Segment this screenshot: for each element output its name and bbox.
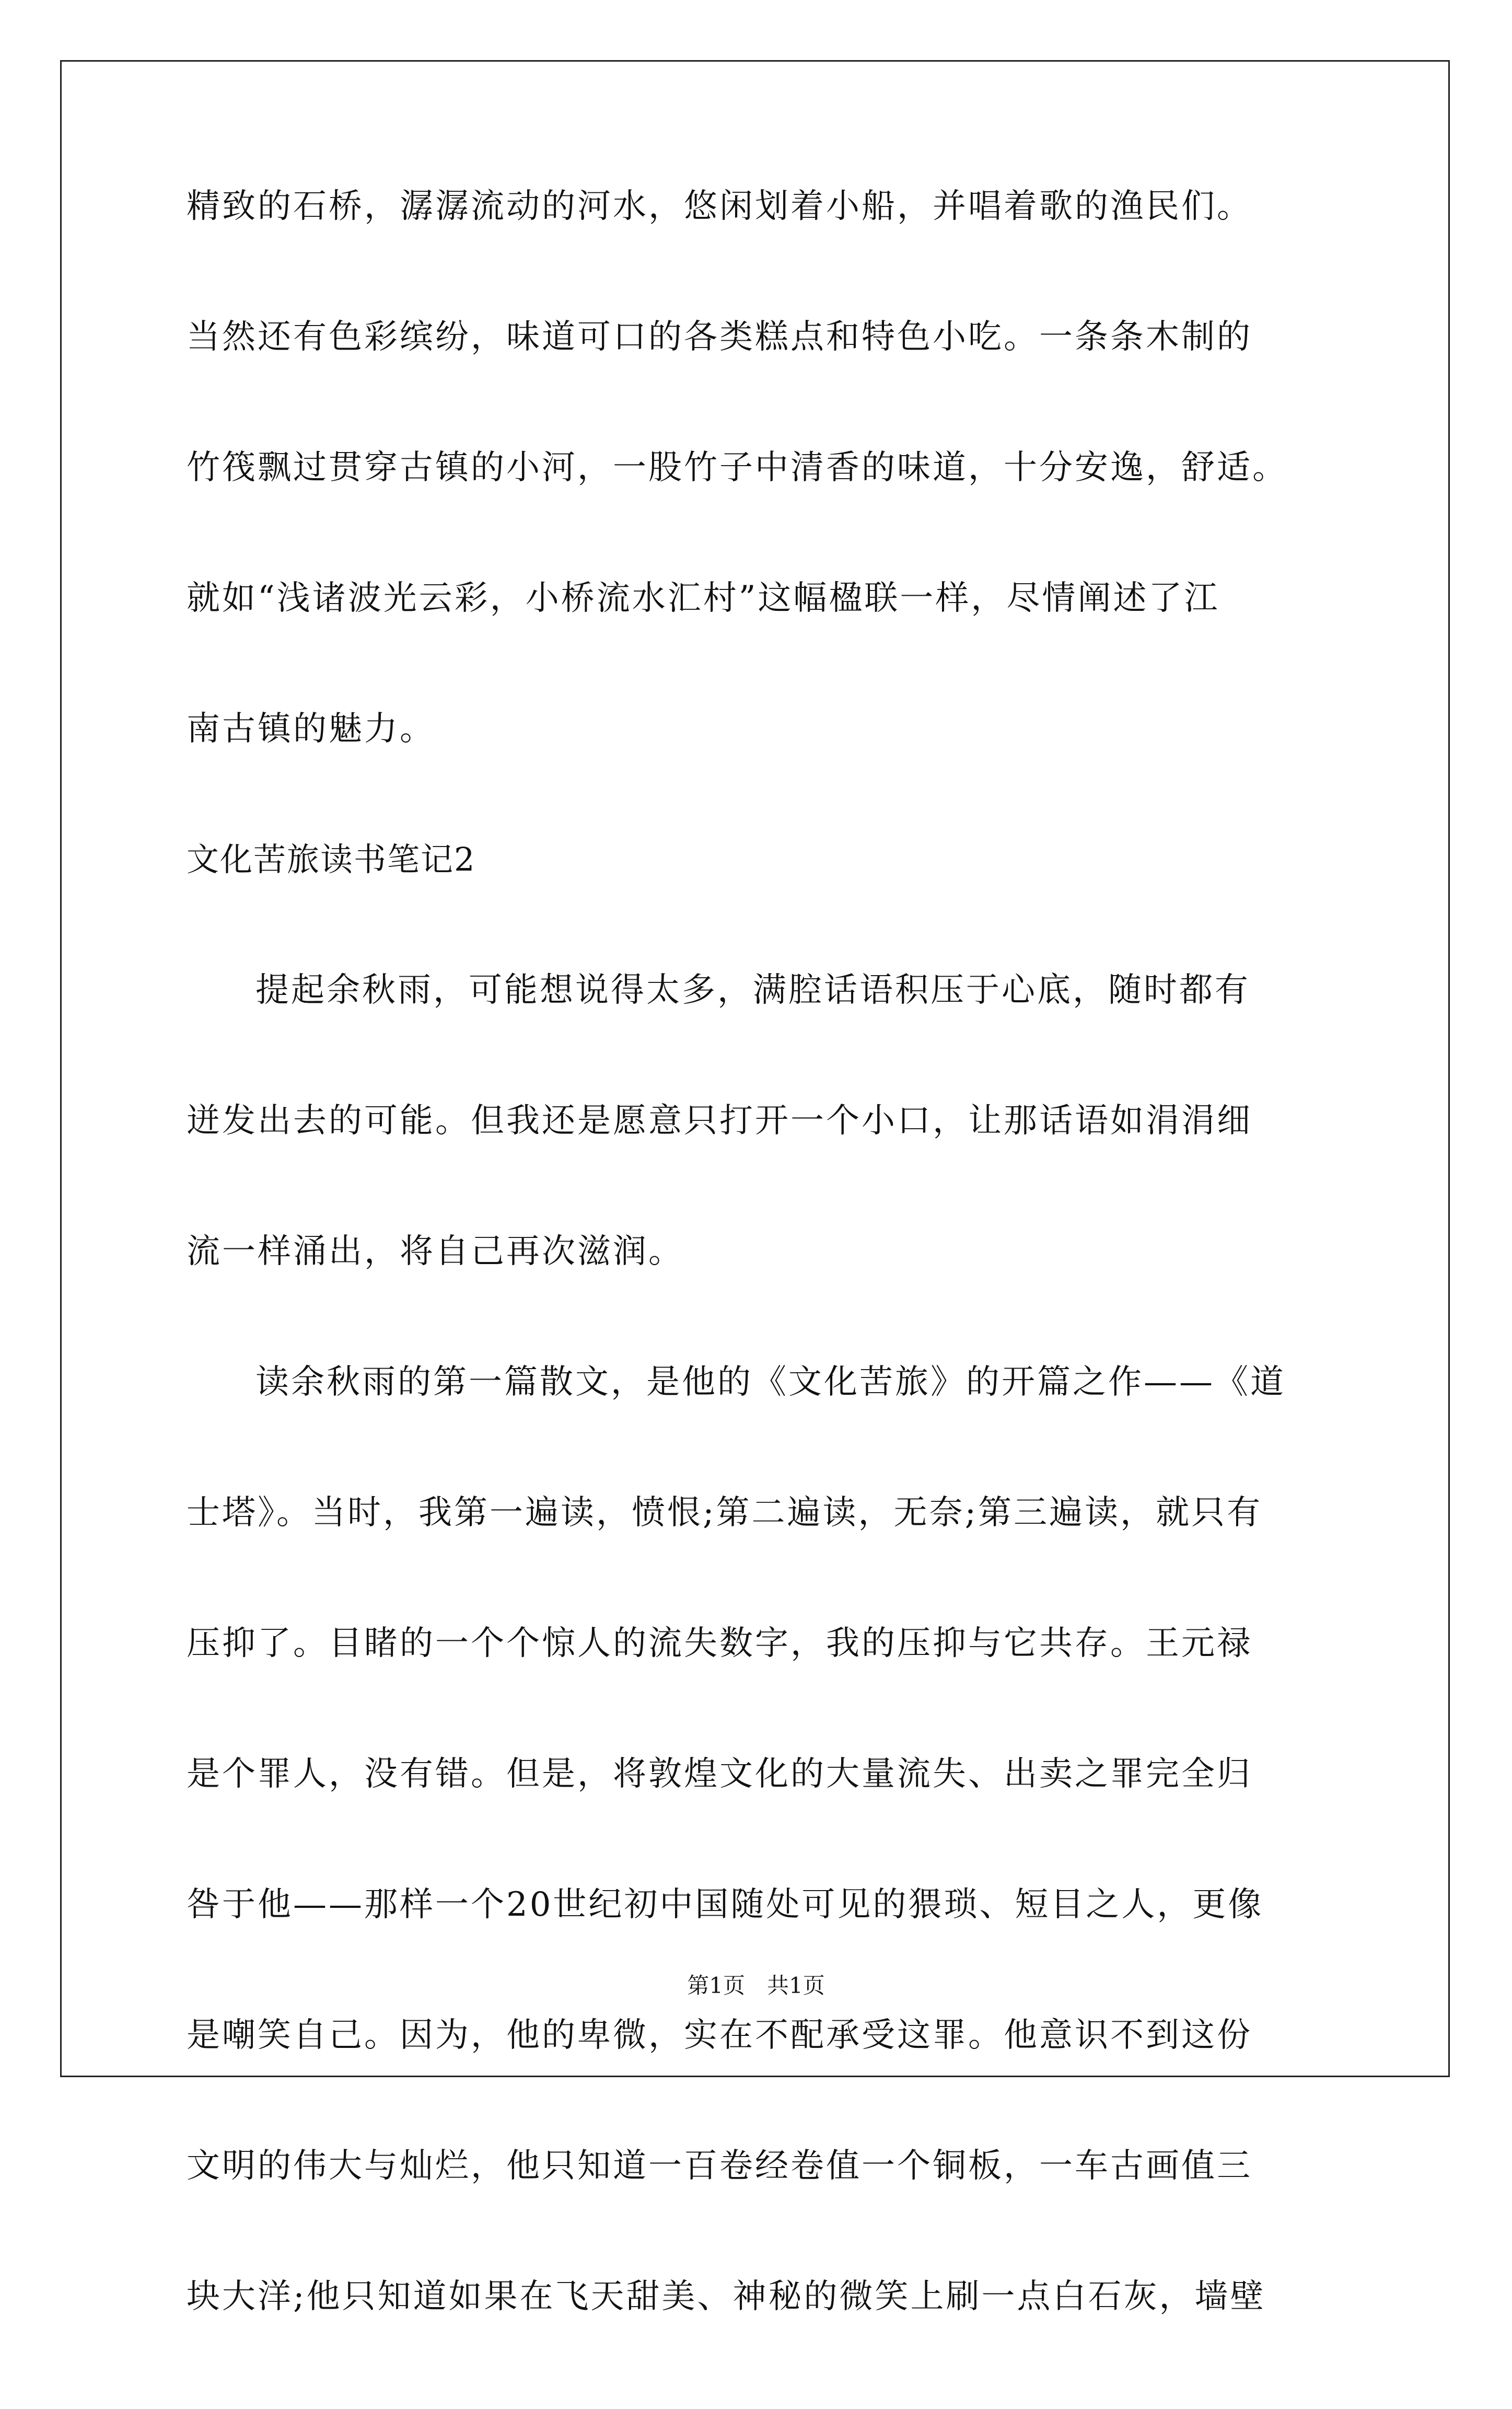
body-line: 压抑了。目睹的一个个惊人的流失数字，我的压抑与它共存。王元禄 xyxy=(187,1624,1252,1663)
paragraph-first-line: 提起余秋雨，可能想说得太多，满腔话语积压于心底，随时都有 xyxy=(255,971,1250,1010)
body-line: 块大洋;他只知道如果在飞天甜美、神秘的微笑上刷一点白石灰，墙壁 xyxy=(187,2277,1266,2316)
body-line: 精致的石桥，潺潺流动的河水，悠闲划着小船，并唱着歌的渔民们。 xyxy=(187,187,1252,226)
page-footer: 第1页 共1页 xyxy=(687,1973,825,1998)
body-line: 就如“浅诸波光云彩，小桥流水汇村”这幅楹联一样，尽情阐述了江 xyxy=(187,579,1220,618)
body-line: 文明的伟大与灿烂，他只知道一百卷经卷值一个铜板，一车古画值三 xyxy=(187,2147,1252,2185)
body-line: 南古镇的魅力。 xyxy=(187,710,435,748)
body-line: 是嘲笑自己。因为，他的卑微，实在不配承受这罪。他意识不到这份 xyxy=(187,2016,1252,2055)
paragraph-first-line: 读余秋雨的第一篇散文，是他的《文化苦旅》的开篇之作——《道 xyxy=(255,1363,1286,1402)
document-body xyxy=(187,188,1331,2409)
body-line: 流一样涌出，将自己再次滋润。 xyxy=(187,1232,684,1271)
body-line: 竹筏飘过贯穿古镇的小河，一股竹子中清香的味道，十分安逸，舒适。 xyxy=(187,448,1288,487)
section-heading: 文化苦旅读书笔记2 xyxy=(187,840,476,878)
body-line: 士塔》。当时，我第一遍读，愤恨;第二遍读，无奈;第三遍读，就只有 xyxy=(187,1493,1263,1532)
body-line: 咎于他——那样一个20世纪初中国随处可见的猥琐、短目之人，更像 xyxy=(187,1885,1264,1924)
body-line: 是个罪人，没有错。但是，将敦煌文化的大量流失、出卖之罪完全归 xyxy=(187,1755,1252,1793)
body-line: 迸发出去的可能。但我还是愿意只打开一个小口，让那话语如涓涓细 xyxy=(187,1102,1252,1140)
body-line: 当然还有色彩缤纷，味道可口的各类糕点和特色小吃。一条条木制的 xyxy=(187,318,1252,356)
